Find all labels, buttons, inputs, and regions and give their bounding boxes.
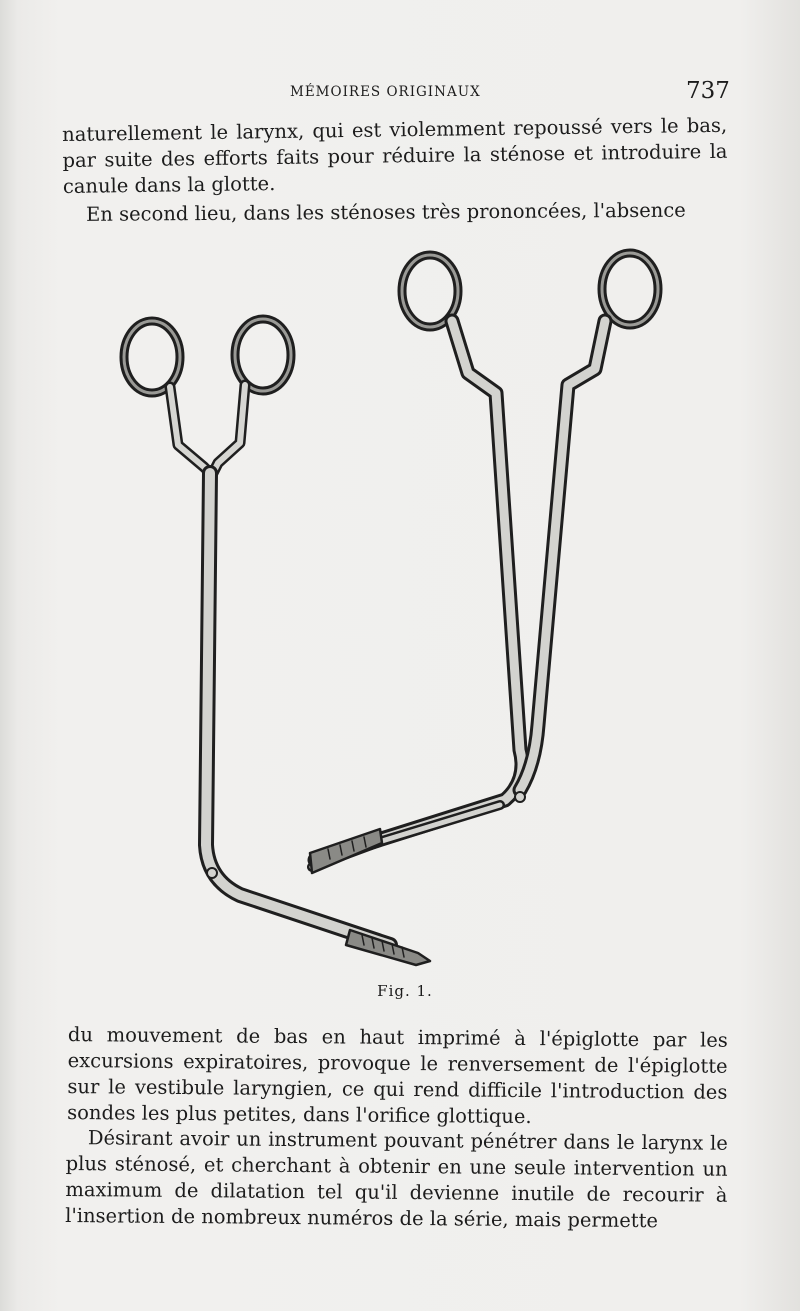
paragraph-2: En second lieu, dans les sténoses très prononcées, l'absence xyxy=(86,198,686,226)
left-forceps xyxy=(124,319,430,965)
figure-caption-text: Fig. 1. xyxy=(377,982,433,1000)
paragraph-3: du mouvement de bas en haut imprimé à l'épiglotte par les excursions expiratoires, provoque le renversement de l'épiglotte sur le vestibule laryngien, ce qui rend difficile l'introduction des sondes les plus petites, dans l'orifice glottique. xyxy=(67,1022,728,1129)
running-head: MÉMOIRES ORIGINAUX xyxy=(290,84,481,100)
page-header xyxy=(0,78,800,108)
right-forceps xyxy=(310,253,658,873)
figure-caption xyxy=(0,982,800,1000)
forceps-illustration xyxy=(100,245,680,975)
paragraph-1: naturellement le larynx, qui est violemment repoussé vers le bas, par suite des efforts faits pour réduire la sténose et introduire la canule dans la glotte. xyxy=(62,113,728,198)
paragraph-4: Désirant avoir un instrument pouvant pénétrer dans le larynx le plus sténosé, et cherchant à obtenir en une seule intervention un maximum de dilatation tel qu'il devienne inutile de recourir à l'insertion de nombreux numéros de la série, mais permette xyxy=(65,1126,728,1233)
page-number: 737 xyxy=(686,78,730,104)
